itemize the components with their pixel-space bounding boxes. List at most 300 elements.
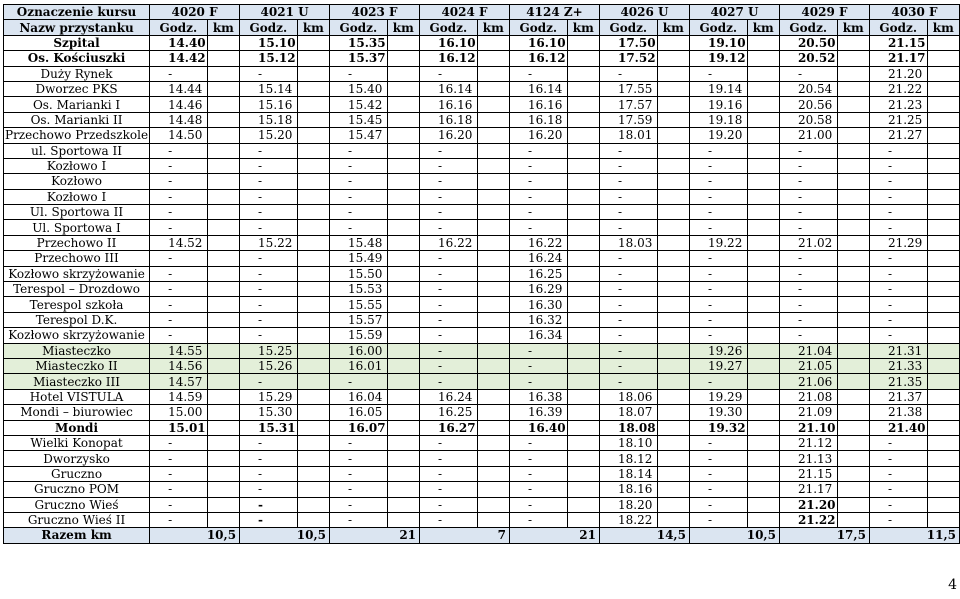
km-cell [477,420,509,435]
departure-time: 16.07 [330,420,388,435]
km-cell [387,282,419,297]
km-cell [837,374,869,389]
departure-time: 15.18 [240,112,298,127]
departure-time: 15.50 [330,266,388,281]
stop-name: Terespol szkoła [4,297,150,312]
stop-name: Gruczno Wieś II [4,512,150,527]
km-cell [297,143,329,158]
timetable-row [4,343,960,358]
departure-time: 21.22 [869,81,927,96]
departure-time: 21.23 [869,97,927,112]
km-cell [837,128,869,143]
departure-time: 16.00 [330,343,388,358]
stop-name: Os. Marianki II [4,112,150,127]
departure-time: - [420,328,478,343]
stop-name: Dworzec PKS [4,81,150,96]
departure-time: - [150,174,208,189]
departure-time: 21.15 [779,466,837,481]
km-cell [927,158,959,173]
departure-time: - [150,282,208,297]
departure-time: - [689,497,747,512]
course-code: 4021 U [240,5,330,20]
km-cell [567,466,599,481]
km-cell [477,297,509,312]
departure-time: 20.58 [779,112,837,127]
departure-time: - [599,220,657,235]
km-cell [927,51,959,66]
km-cell [837,358,869,373]
timetable-row [4,235,960,250]
departure-time: 20.54 [779,81,837,96]
departure-time: 21.17 [869,51,927,66]
timetable-row [4,51,960,66]
hour-column-header: Godz. [510,20,568,35]
departure-time: 14.40 [150,35,208,50]
departure-time: - [510,466,568,481]
stop-name: Gruczno [4,466,150,481]
km-cell [207,358,239,373]
departure-time: - [869,251,927,266]
departure-time: 15.16 [240,97,298,112]
km-cell [837,343,869,358]
stop-name: Miasteczko III [4,374,150,389]
stop-name: Terespol D.K. [4,312,150,327]
departure-time: 14.42 [150,51,208,66]
km-cell [567,158,599,173]
stop-name: Przechowo Przedszkole [5,128,149,143]
km-cell [297,405,329,420]
departure-time: - [779,66,837,81]
km-cell [477,81,509,96]
km-cell [657,205,689,220]
km-cell [297,158,329,173]
departure-time: 15.14 [240,81,298,96]
timetable-row [4,143,960,158]
departure-time: - [869,266,927,281]
departure-time: - [150,158,208,173]
departure-time: 21.25 [869,112,927,127]
departure-time: - [420,282,478,297]
departure-time: 19.16 [689,97,747,112]
timetable-row [4,282,960,297]
km-cell [387,451,419,466]
km-cell [297,189,329,204]
departure-time: - [599,328,657,343]
hour-column-header: Godz. [779,20,837,35]
km-cell [477,435,509,450]
departure-time: 14.48 [150,112,208,127]
departure-time: - [779,205,837,220]
km-cell [747,358,779,373]
km-cell [387,420,419,435]
km-cell [567,451,599,466]
departure-time: - [599,143,657,158]
km-cell [837,282,869,297]
departure-time: 15.42 [330,97,388,112]
timetable-row [4,97,960,112]
stop-name: Hotel VISTULA [4,389,150,404]
departure-time: - [330,189,388,204]
timetable [3,4,960,544]
km-cell [567,66,599,81]
departure-time: - [240,374,298,389]
departure-time: 19.32 [689,420,747,435]
timetable-row [4,189,960,204]
km-cell [297,435,329,450]
timetable-row [4,405,960,420]
departure-time: 19.26 [689,343,747,358]
km-cell [567,128,599,143]
km-cell [387,189,419,204]
km-cell [567,328,599,343]
departure-time: 17.52 [599,51,657,66]
km-column-header: km [747,20,779,35]
km-cell [567,282,599,297]
km-cell [837,435,869,450]
km-cell [747,374,779,389]
km-cell [657,420,689,435]
departure-time: - [240,66,298,81]
departure-time: 18.20 [599,497,657,512]
departure-time: - [599,312,657,327]
km-cell [747,451,779,466]
departure-time: 17.59 [599,112,657,127]
departure-time: 21.02 [779,235,837,250]
total-km-value: 7 [420,528,510,543]
km-cell [207,81,239,96]
course-code: 4026 U [599,5,689,20]
departure-time: 14.56 [150,358,208,373]
km-cell [477,451,509,466]
departure-time: - [599,205,657,220]
km-cell [567,435,599,450]
km-cell [297,220,329,235]
km-cell [297,451,329,466]
departure-time: 21.29 [869,235,927,250]
departure-time: - [869,158,927,173]
departure-time: - [240,466,298,481]
stop-name: Duży Rynek [4,66,150,81]
departure-time: - [240,205,298,220]
departure-time: 15.57 [330,312,388,327]
km-cell [207,205,239,220]
km-cell [567,482,599,497]
departure-time: 19.20 [689,128,747,143]
departure-time: 15.00 [150,405,208,420]
km-cell [207,343,239,358]
departure-time: - [689,158,747,173]
course-code: 4023 F [330,5,420,20]
departure-time: 21.35 [869,374,927,389]
km-cell [387,143,419,158]
departure-time: - [869,435,927,450]
km-cell [297,297,329,312]
departure-time: 15.49 [330,251,388,266]
km-cell [927,466,959,481]
km-cell [297,312,329,327]
timetable-row [4,81,960,96]
departure-time: - [779,266,837,281]
departure-time: - [689,266,747,281]
stop-name: Mondi [4,420,150,435]
km-cell [927,482,959,497]
km-cell [657,343,689,358]
km-cell [837,312,869,327]
km-cell [207,297,239,312]
departure-time: 15.40 [330,81,388,96]
total-km-value: 21 [510,528,600,543]
hour-column-header: Godz. [599,20,657,35]
km-cell [837,405,869,420]
departure-time: 15.48 [330,235,388,250]
km-cell [477,374,509,389]
total-km-value: 10,5 [150,528,240,543]
km-cell [837,97,869,112]
km-cell [837,143,869,158]
departure-time: 21.10 [779,420,837,435]
departure-time: - [420,358,478,373]
km-cell [927,374,959,389]
km-cell [477,482,509,497]
departure-time: - [330,482,388,497]
departure-time: - [240,482,298,497]
km-cell [207,35,239,50]
departure-time: 16.25 [510,266,568,281]
km-cell [477,51,509,66]
departure-time: - [330,435,388,450]
km-cell [747,512,779,527]
departure-time: - [689,205,747,220]
km-cell [387,235,419,250]
departure-time: 16.16 [420,97,478,112]
km-cell [387,51,419,66]
departure-time: - [689,282,747,297]
km-cell [657,328,689,343]
km-column-header: km [297,20,329,35]
departure-time: - [510,143,568,158]
departure-time: - [869,297,927,312]
stop-name: Os. Kościuszki [4,51,150,66]
km-cell [747,251,779,266]
km-cell [297,343,329,358]
departure-time: 21.13 [779,451,837,466]
course-code: 4024 F [420,5,510,20]
departure-time: - [510,174,568,189]
km-cell [207,251,239,266]
departure-time: - [869,328,927,343]
km-cell [297,128,329,143]
departure-time: - [150,497,208,512]
km-cell [387,35,419,50]
departure-time: - [420,451,478,466]
departure-time: - [420,158,478,173]
departure-time: - [689,312,747,327]
departure-time: 21.40 [869,420,927,435]
departure-time: - [599,174,657,189]
header-courses-row [4,5,960,20]
departure-time: 18.10 [599,435,657,450]
departure-time: 16.12 [510,51,568,66]
departure-time: - [510,220,568,235]
departure-time: 16.04 [330,389,388,404]
departure-time: 16.32 [510,312,568,327]
stop-name: Mondi – biurowiec [4,405,150,420]
km-cell [387,343,419,358]
departure-time: 21.22 [779,512,837,527]
km-cell [567,205,599,220]
stop-name: Terespol – Drozdowo [4,282,150,297]
departure-time: - [869,497,927,512]
departure-time: 19.14 [689,81,747,96]
km-cell [207,220,239,235]
timetable-row [4,435,960,450]
km-cell [477,174,509,189]
km-cell [477,343,509,358]
departure-time: 18.12 [599,451,657,466]
km-cell [207,158,239,173]
km-cell [207,512,239,527]
km-cell [657,81,689,96]
km-cell [207,189,239,204]
km-cell [657,482,689,497]
departure-time: - [689,174,747,189]
departure-time: - [330,466,388,481]
km-cell [477,35,509,50]
km-cell [927,189,959,204]
timetable-row [4,497,960,512]
departure-time: 14.44 [150,81,208,96]
km-cell [207,405,239,420]
km-cell [747,235,779,250]
departure-time: 15.25 [240,343,298,358]
timetable-row [4,112,960,127]
departure-time: - [330,66,388,81]
km-cell [837,81,869,96]
km-cell [207,497,239,512]
km-cell [297,97,329,112]
departure-time: 20.50 [779,35,837,50]
km-cell [837,497,869,512]
timetable-row [4,358,960,373]
departure-time: - [420,297,478,312]
km-cell [657,451,689,466]
departure-time: - [150,205,208,220]
departure-time: - [689,466,747,481]
km-cell [387,112,419,127]
km-cell [387,466,419,481]
departure-time: - [150,435,208,450]
km-cell [207,235,239,250]
departure-time: - [510,66,568,81]
departure-time: - [689,328,747,343]
km-cell [927,235,959,250]
departure-time: 14.57 [150,374,208,389]
km-cell [747,312,779,327]
departure-time: - [779,189,837,204]
km-cell [207,328,239,343]
km-cell [297,358,329,373]
departure-time: - [869,282,927,297]
km-cell [567,220,599,235]
departure-time: 16.14 [510,81,568,96]
total-km-value: 14,5 [599,528,689,543]
departure-time: 17.50 [599,35,657,50]
stop-name: Wielki Konopat [4,435,150,450]
departure-time: - [330,205,388,220]
departure-time: - [240,251,298,266]
departure-time: 21.38 [869,405,927,420]
departure-time: 19.22 [689,235,747,250]
km-cell [657,405,689,420]
departure-time: - [240,435,298,450]
total-km-value: 21 [330,528,420,543]
departure-time: - [779,158,837,173]
departure-time: - [779,251,837,266]
departure-time: - [599,158,657,173]
departure-time: - [869,143,927,158]
km-cell [567,251,599,266]
departure-time: 16.27 [420,420,478,435]
stop-name: Gruczno POM [4,482,150,497]
departure-time: - [150,328,208,343]
departure-time: - [689,482,747,497]
departure-time: - [150,189,208,204]
km-cell [477,497,509,512]
departure-time: - [689,374,747,389]
km-column-header: km [207,20,239,35]
departure-time: - [330,451,388,466]
km-cell [297,497,329,512]
departure-time: 18.14 [599,466,657,481]
departure-time: - [599,343,657,358]
course-code: 4020 F [150,5,240,20]
km-cell [387,512,419,527]
departure-time: - [150,251,208,266]
km-cell [747,35,779,50]
departure-time: - [689,220,747,235]
km-cell [477,466,509,481]
km-cell [927,66,959,81]
km-column-header: km [927,20,959,35]
km-cell [477,312,509,327]
departure-time: - [599,189,657,204]
km-cell [567,497,599,512]
departure-time: 20.52 [779,51,837,66]
km-cell [207,466,239,481]
km-cell [297,112,329,127]
km-cell [747,389,779,404]
departure-time: - [689,435,747,450]
departure-time: - [689,451,747,466]
departure-time: 16.10 [510,35,568,50]
departure-time: 16.12 [420,51,478,66]
departure-time: - [420,374,478,389]
timetable-row [4,297,960,312]
km-cell [477,205,509,220]
departure-time: - [599,251,657,266]
departure-time: 18.16 [599,482,657,497]
km-cell [657,512,689,527]
km-cell [927,143,959,158]
departure-time: 20.56 [779,97,837,112]
departure-time: - [240,174,298,189]
km-cell [747,435,779,450]
departure-time: - [240,158,298,173]
km-cell [387,482,419,497]
timetable-row [4,158,960,173]
departure-time: - [330,158,388,173]
km-cell [387,266,419,281]
